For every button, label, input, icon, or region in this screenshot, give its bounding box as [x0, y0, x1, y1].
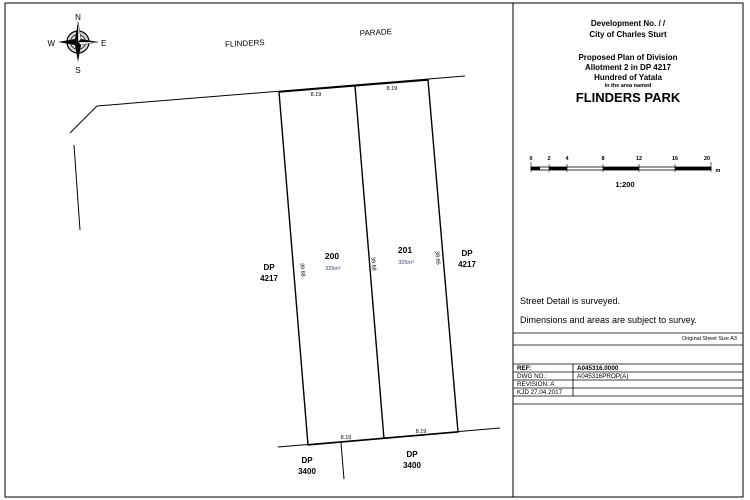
scale-ratio: 1:200 [615, 180, 635, 189]
area-name: FLINDERS PARK [575, 90, 681, 105]
dp-east-line2: 4217 [458, 260, 476, 269]
author-date: KJD 27.04.2017 [517, 389, 563, 396]
plan-title: Proposed Plan of Division [578, 53, 678, 62]
allotment-boundaries [279, 80, 458, 445]
ref-label: REF: [517, 365, 532, 372]
council-name: City of Charles Sturt [589, 30, 667, 39]
dp-west-line2: 4217 [260, 274, 278, 283]
street-name-part2: PARADE [359, 27, 393, 38]
compass-east-label: E [101, 39, 107, 48]
dim-side-east: 39.65 [433, 250, 441, 266]
allotment-200-area: 325m² [325, 266, 341, 272]
allotment-200-number: 200 [324, 251, 340, 261]
area-named-caption: in the area named [604, 83, 652, 89]
scale-tick-8: 8 [601, 156, 605, 162]
ref-value: A045316.0000 [577, 365, 619, 372]
scale-tick-20: 20 [703, 156, 711, 162]
scale-tick-12: 12 [635, 156, 643, 162]
scale-tick-4: 4 [565, 156, 569, 162]
allotment-201-area: 325m² [398, 260, 414, 266]
dim-bottom-left: 8.19 [340, 435, 352, 441]
dwg-value: A045316PROP(A) [577, 373, 629, 380]
dim-top-right: 8.19 [386, 86, 398, 92]
sheet-size-note: Original Sheet Size A3 [681, 336, 737, 342]
dim-side-west: 39.68 [298, 262, 306, 278]
street-name-part1: FLINDERS [224, 37, 265, 50]
dim-top-left: 8.19 [310, 92, 322, 98]
compass-west-label: W [47, 39, 55, 48]
dp-south-east-line1: DP [406, 450, 418, 459]
dim-side-middle: 39.68 [369, 256, 377, 272]
scale-unit: m [715, 168, 721, 174]
dp-south-west-line2: 3400 [298, 467, 316, 476]
compass-south-label: S [75, 66, 81, 75]
dwg-label: DWG NO.: [517, 373, 548, 380]
road-boundaries [70, 76, 500, 479]
dp-east-line1: DP [461, 249, 473, 258]
note-dimensions: Dimensions and areas are subject to survey. [520, 315, 697, 325]
dp-south-east-line2: 3400 [403, 461, 421, 470]
dim-bottom-right: 8.19 [415, 429, 427, 435]
development-number: Development No. / / [590, 19, 666, 28]
scale-tick-0: 0 [529, 156, 533, 162]
note-street-detail: Street Detail is surveyed. [520, 296, 621, 306]
allotment-reference: Allotment 2 in DP 4217 [584, 63, 672, 72]
allotment-201-number: 201 [397, 245, 413, 255]
scale-tick-2: 2 [547, 156, 551, 162]
dp-south-west-line1: DP [301, 456, 313, 465]
revision: REVISION: A [517, 381, 555, 388]
compass-north-label: N [75, 13, 81, 22]
hundred-name: Hundred of Yatala [594, 73, 662, 82]
compass-rose-icon [58, 22, 98, 62]
scale-tick-16: 16 [671, 156, 679, 162]
dp-west-line1: DP [263, 263, 275, 272]
title-block [513, 3, 743, 497]
